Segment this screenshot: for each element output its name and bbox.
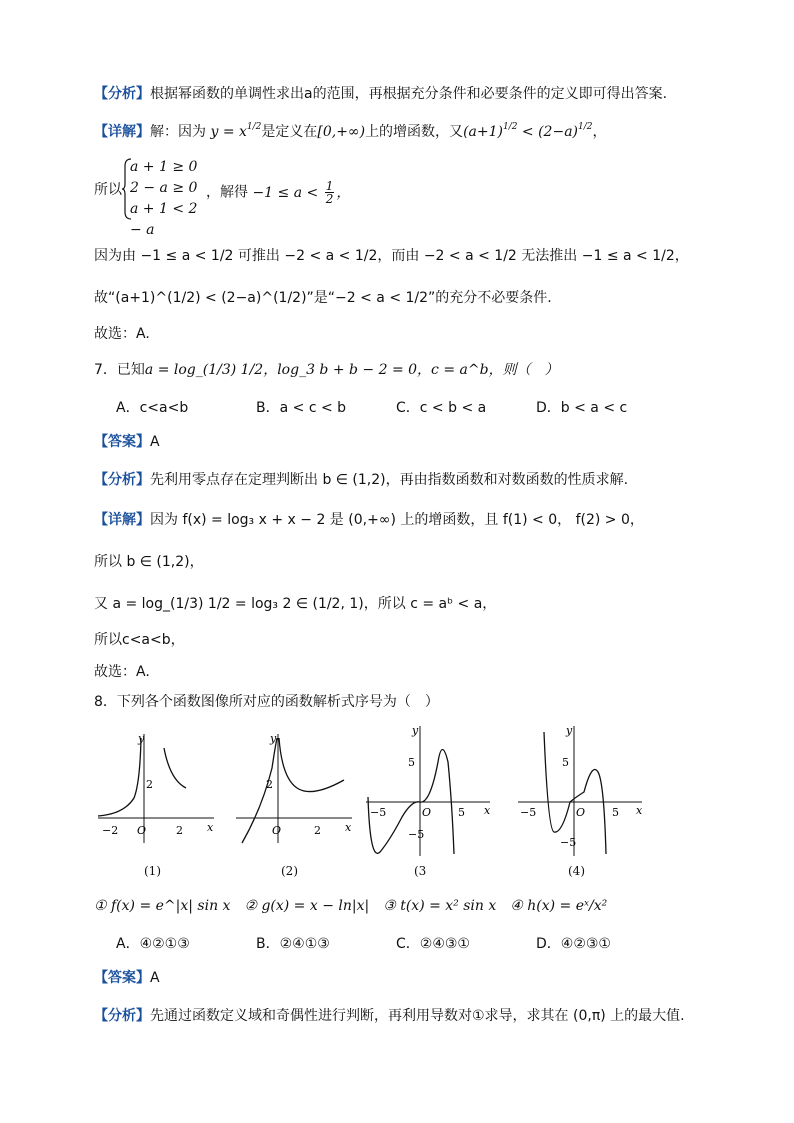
svg-text:x: x bbox=[484, 804, 491, 817]
option-c: C．②④③① bbox=[396, 936, 470, 952]
option-b: B．②④①③ bbox=[256, 936, 330, 952]
svg-text:x: x bbox=[345, 821, 352, 834]
analysis-text: 根据幂函数的单调性求出a的范围，再根据充分条件和必要条件的定义即可得出答案. bbox=[150, 86, 668, 102]
analysis-tag: 【分析】 bbox=[94, 472, 150, 488]
so-text: 所以 bbox=[94, 182, 122, 198]
svg-text:−5: −5 bbox=[370, 806, 387, 819]
svg-text:y: y bbox=[270, 732, 277, 745]
select-text: 故选：A. bbox=[94, 326, 150, 342]
svg-text:2: 2 bbox=[146, 778, 153, 791]
graph-1 bbox=[94, 728, 219, 848]
svg-text:O: O bbox=[137, 824, 147, 837]
curve-right bbox=[164, 748, 186, 788]
svg-text:−5: −5 bbox=[560, 836, 577, 849]
svg-text:y: y bbox=[138, 732, 145, 745]
detail-text: 因为 f(x) = log₃ x + x − 2 是 (0,+∞) 上的增函数，且 f(1) < 0， f(2) > 0， bbox=[150, 512, 644, 528]
caption-3: (3 bbox=[414, 864, 427, 878]
analysis-tag: 【分析】 bbox=[94, 86, 150, 102]
svg-text:2: 2 bbox=[266, 778, 273, 791]
q6-select bbox=[94, 324, 150, 344]
svg-text:y: y bbox=[412, 724, 419, 737]
q6-so-label bbox=[94, 180, 122, 200]
q7-select bbox=[94, 662, 150, 682]
option-c: C．c < b < a bbox=[396, 400, 487, 416]
q8-answer bbox=[94, 968, 160, 988]
svg-text:−5: −5 bbox=[408, 828, 425, 841]
analysis-tag: 【分析】 bbox=[94, 1008, 150, 1024]
q6-detail-line3 bbox=[94, 246, 689, 266]
equation-system bbox=[130, 157, 210, 238]
function-list: ① f(x) = e^|x| sin x ② g(x) = x − ln|x| ③ t(x) = x² sin x ④ h(x) = eˣ/x² bbox=[94, 898, 608, 914]
q7-stem bbox=[94, 360, 559, 380]
curve-left bbox=[98, 738, 141, 816]
power-fn: $y = x^{1/2}$ bbox=[210, 122, 262, 140]
detail-text: 故“(a+1)^(1/2) < (2−a)^(1/2)”是“−2 < a < 1/2”的充分不必要条件. bbox=[94, 290, 552, 306]
q8-options bbox=[116, 934, 611, 954]
q7-analysis bbox=[94, 470, 628, 490]
svg-text:5: 5 bbox=[408, 756, 415, 769]
svg-text:5: 5 bbox=[562, 756, 569, 769]
svg-text:O: O bbox=[576, 806, 586, 819]
svg-text:y: y bbox=[566, 724, 573, 737]
svg-text:5: 5 bbox=[458, 806, 465, 819]
svg-text:−5: −5 bbox=[520, 806, 537, 819]
caption-2: (2) bbox=[281, 864, 298, 878]
caption-4: (4) bbox=[568, 864, 585, 878]
q7-detail-3 bbox=[94, 594, 496, 614]
q6-detail-line1: 【详解】解：因为 $y = x^{1/2}$是定义在[0,+∞)上的增函数，又$(a+1)^{1/2} < (2-a)^{1/2}$， bbox=[94, 122, 607, 140]
svg-text:O: O bbox=[272, 824, 282, 837]
q7-detail-2 bbox=[94, 552, 204, 572]
graph-4 bbox=[514, 722, 646, 860]
answer-tag: 【答案】 bbox=[94, 970, 150, 986]
svg-text:2: 2 bbox=[176, 824, 183, 837]
q7-options bbox=[116, 398, 627, 418]
detail-text: 因为由 −1 ≤ a < 1/2 可推出 −2 < a < 1/2，而由 −2 < a < 1/2 无法推出 −1 ≤ a < 1/2， bbox=[94, 248, 689, 264]
detail-text: 解：因为 bbox=[150, 124, 206, 140]
q6-detail-line4 bbox=[94, 288, 552, 308]
graph-2 bbox=[232, 728, 357, 848]
question-expr: a = log_(1/3) 1/2，log_3 b + b − 2 = 0，c = a^b，则（ ） bbox=[144, 362, 559, 378]
analysis-text: 先利用零点存在定理判断出 b ∈ (1,2)，再由指数函数和对数函数的性质求解. bbox=[150, 472, 629, 488]
svg-text:2: 2 bbox=[314, 824, 321, 837]
question-number: 7．已知 bbox=[94, 362, 145, 378]
solve-result: −1 ≤ a < $\frac{1}{2}$ ， bbox=[252, 179, 351, 206]
q7-detail-1 bbox=[94, 510, 644, 530]
option-a: A．c<a<b bbox=[116, 400, 189, 416]
q7-answer bbox=[94, 432, 160, 452]
svg-text:−2: −2 bbox=[102, 824, 119, 837]
interval: [0,+∞) bbox=[317, 124, 366, 140]
option-b: B．a < c < b bbox=[256, 400, 347, 416]
detail-text: 上的增函数，又 bbox=[365, 124, 464, 140]
detail-text: 又 a = log_(1/3) 1/2 = log₃ 2 ∈ (1/2, 1)，所以 c = aᵇ < a， bbox=[94, 596, 497, 612]
question-text: 8．下列各个函数图像所对应的函数解析式序号为（ ） bbox=[94, 694, 439, 710]
sys-row-3: a + 1 < 2 − a bbox=[130, 201, 198, 238]
answer-tag: 【答案】 bbox=[94, 434, 150, 450]
detail-text: 所以c<a<b， bbox=[94, 632, 185, 648]
ineq: $(a+1)^{1/2} < (2-a)^{1/2}$ bbox=[463, 122, 593, 140]
graph-3 bbox=[362, 722, 494, 860]
sys-row-2: 2 − a ≥ 0 bbox=[130, 180, 198, 196]
detail-text: 是定义在 bbox=[261, 124, 318, 140]
detail-text: 所以 b ∈ (1,2)， bbox=[94, 554, 204, 570]
svg-text:x: x bbox=[207, 821, 214, 834]
option-d: D．④②③① bbox=[536, 936, 611, 952]
option-d: D．b < a < c bbox=[536, 400, 628, 416]
solve-text: ，解得 bbox=[206, 184, 248, 201]
sys-row-1: a + 1 ≥ 0 bbox=[130, 159, 198, 175]
q8-stem bbox=[94, 692, 439, 712]
analysis-text: 先通过函数定义域和奇偶性进行判断，再利用导数对①求导，求其在 (0,π) 上的最大值. bbox=[150, 1008, 685, 1024]
detail-tag: 【详解】 bbox=[94, 124, 150, 140]
q6-solve bbox=[206, 180, 350, 205]
answer-text: A bbox=[150, 434, 160, 450]
q8-functions bbox=[94, 896, 607, 916]
svg-text:x: x bbox=[636, 804, 643, 817]
q7-detail-4 bbox=[94, 630, 185, 650]
select-text: 故选：A. bbox=[94, 664, 150, 680]
svg-text:5: 5 bbox=[612, 806, 619, 819]
answer-text: A bbox=[150, 970, 160, 986]
detail-tag: 【详解】 bbox=[94, 512, 150, 528]
option-a: A．④②①③ bbox=[116, 936, 190, 952]
caption-1: (1) bbox=[144, 864, 161, 878]
q6-analysis bbox=[94, 84, 667, 104]
svg-text:O: O bbox=[422, 806, 432, 819]
q8-analysis bbox=[94, 1006, 685, 1026]
